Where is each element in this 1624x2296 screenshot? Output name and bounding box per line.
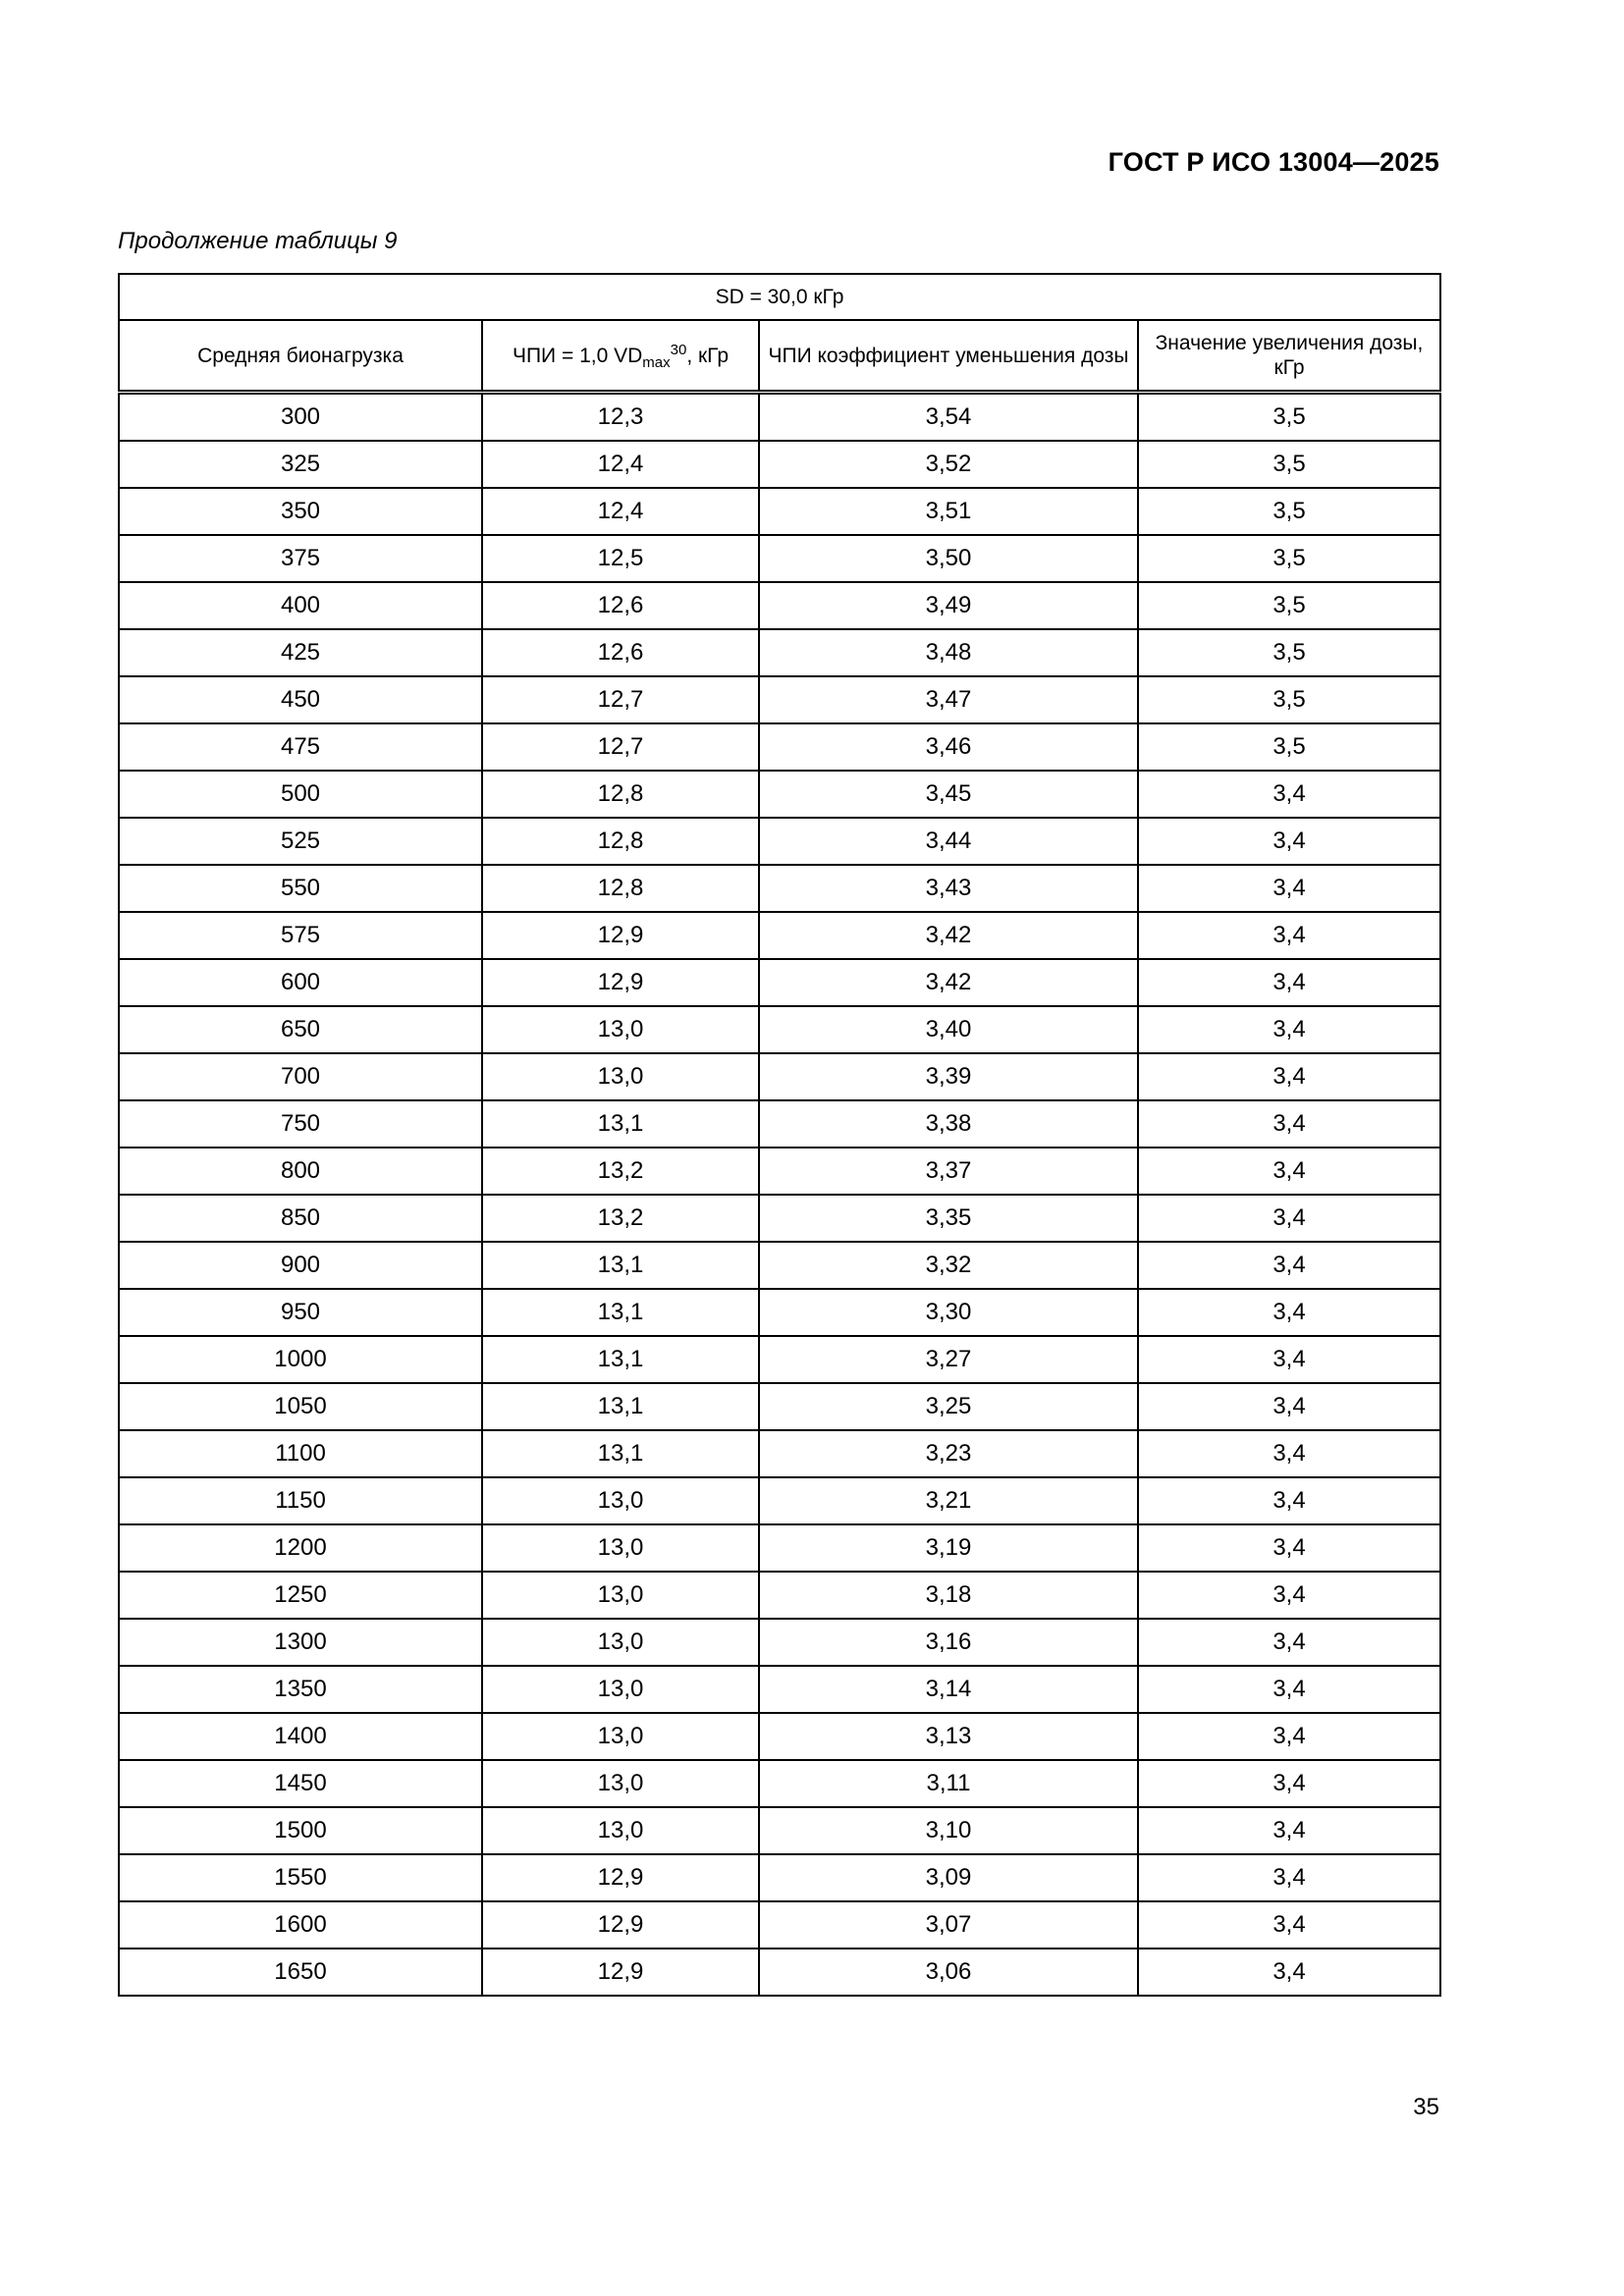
cell-dose-increase: 3,4 [1138,1524,1440,1572]
cell-dose-increase: 3,4 [1138,818,1440,865]
cell-dose-increase: 3,4 [1138,1807,1440,1854]
cell-bioburden: 800 [119,1148,482,1195]
cell-dose-reduction: 3,32 [759,1242,1138,1289]
cell-vdmax: 13,1 [482,1242,759,1289]
table-row [119,1854,1440,1901]
table-row [119,818,1440,865]
cell-vdmax: 12,9 [482,959,759,1006]
cell-bioburden: 1350 [119,1666,482,1713]
table-row [119,535,1440,582]
cell-bioburden: 425 [119,629,482,676]
column-header-row [119,320,1440,393]
sd-header-cell: SD = 30,0 кГр [119,274,1440,320]
cell-dose-reduction: 3,48 [759,629,1138,676]
cell-dose-increase: 3,4 [1138,1148,1440,1195]
cell-dose-increase: 3,4 [1138,865,1440,912]
cell-dose-reduction: 3,14 [759,1666,1138,1713]
cell-bioburden: 1150 [119,1477,482,1524]
cell-dose-increase: 3,4 [1138,959,1440,1006]
cell-bioburden: 750 [119,1100,482,1148]
cell-vdmax: 13,2 [482,1148,759,1195]
cell-dose-increase: 3,4 [1138,1619,1440,1666]
table-row [119,393,1440,442]
cell-dose-reduction: 3,46 [759,723,1138,771]
cell-vdmax: 12,8 [482,865,759,912]
table-row [119,1619,1440,1666]
table-row [119,723,1440,771]
cell-vdmax: 12,5 [482,535,759,582]
cell-vdmax: 13,1 [482,1100,759,1148]
sd-header-row [119,274,1440,320]
cell-vdmax: 13,0 [482,1053,759,1100]
cell-dose-increase: 3,4 [1138,1949,1440,1996]
cell-dose-reduction: 3,06 [759,1949,1138,1996]
cell-vdmax: 13,0 [482,1760,759,1807]
cell-vdmax: 13,1 [482,1336,759,1383]
cell-dose-increase: 3,4 [1138,1572,1440,1619]
cell-dose-increase: 3,4 [1138,1100,1440,1148]
cell-vdmax: 13,2 [482,1195,759,1242]
cell-vdmax: 13,1 [482,1289,759,1336]
cell-bioburden: 950 [119,1289,482,1336]
table-row [119,582,1440,629]
cell-dose-reduction: 3,09 [759,1854,1138,1901]
cell-dose-increase: 3,4 [1138,1289,1440,1336]
vdmax-prefix: ЧПИ = 1,0 VD [512,344,643,367]
cell-dose-increase: 3,5 [1138,535,1440,582]
cell-bioburden: 475 [119,723,482,771]
cell-bioburden: 1450 [119,1760,482,1807]
cell-bioburden: 450 [119,676,482,723]
cell-bioburden: 400 [119,582,482,629]
cell-vdmax: 13,1 [482,1383,759,1430]
cell-dose-reduction: 3,18 [759,1572,1138,1619]
cell-dose-increase: 3,4 [1138,1195,1440,1242]
vdmax-suffix: , кГр [686,344,730,367]
cell-dose-reduction: 3,43 [759,865,1138,912]
table-row [119,1336,1440,1383]
table-row [119,1195,1440,1242]
cell-vdmax: 12,4 [482,488,759,535]
cell-dose-reduction: 3,45 [759,771,1138,818]
cell-vdmax: 12,7 [482,723,759,771]
cell-dose-reduction: 3,25 [759,1383,1138,1430]
table-row [119,1949,1440,1996]
cell-vdmax: 13,0 [482,1572,759,1619]
cell-dose-increase: 3,4 [1138,1666,1440,1713]
cell-vdmax: 13,0 [482,1666,759,1713]
cell-vdmax: 12,6 [482,582,759,629]
cell-dose-reduction: 3,37 [759,1148,1138,1195]
cell-bioburden: 850 [119,1195,482,1242]
cell-vdmax: 13,0 [482,1713,759,1760]
table-row [119,1713,1440,1760]
cell-dose-reduction: 3,51 [759,488,1138,535]
cell-bioburden: 350 [119,488,482,535]
table-row [119,1477,1440,1524]
cell-dose-reduction: 3,38 [759,1100,1138,1148]
cell-dose-reduction: 3,42 [759,912,1138,959]
cell-bioburden: 1200 [119,1524,482,1572]
cell-bioburden: 300 [119,393,482,442]
cell-bioburden: 550 [119,865,482,912]
cell-bioburden: 325 [119,441,482,488]
cell-vdmax: 12,9 [482,1949,759,1996]
cell-dose-reduction: 3,30 [759,1289,1138,1336]
cell-dose-increase: 3,4 [1138,1383,1440,1430]
cell-bioburden: 1550 [119,1854,482,1901]
cell-dose-increase: 3,4 [1138,1006,1440,1053]
cell-dose-increase: 3,4 [1138,771,1440,818]
cell-dose-reduction: 3,42 [759,959,1138,1006]
cell-bioburden: 650 [119,1006,482,1053]
document-code: ГОСТ Р ИСО 13004—2025 [1108,147,1439,177]
cell-bioburden: 500 [119,771,482,818]
cell-vdmax: 13,0 [482,1477,759,1524]
cell-dose-increase: 3,4 [1138,1477,1440,1524]
table-row [119,1242,1440,1289]
cell-dose-increase: 3,4 [1138,1430,1440,1477]
table-caption: Продолжение таблицы 9 [118,228,398,254]
column-header-bioburden: Средняя бионагрузка [119,320,482,393]
cell-bioburden: 600 [119,959,482,1006]
table-row [119,865,1440,912]
table-row [119,1383,1440,1430]
cell-dose-reduction: 3,47 [759,676,1138,723]
table-body [119,393,1440,1997]
cell-vdmax: 13,0 [482,1619,759,1666]
table-row [119,959,1440,1006]
cell-vdmax: 12,9 [482,1901,759,1949]
table-row [119,1148,1440,1195]
cell-bioburden: 1000 [119,1336,482,1383]
cell-dose-increase: 3,4 [1138,1053,1440,1100]
cell-bioburden: 1250 [119,1572,482,1619]
table-row [119,1807,1440,1854]
table-row [119,488,1440,535]
cell-vdmax: 12,9 [482,1854,759,1901]
cell-dose-reduction: 3,13 [759,1713,1138,1760]
cell-dose-increase: 3,4 [1138,1336,1440,1383]
column-header-dose-increase: Значение увеличения дозы, кГр [1138,320,1440,393]
cell-dose-reduction: 3,35 [759,1195,1138,1242]
cell-dose-increase: 3,5 [1138,723,1440,771]
table-row [119,1901,1440,1949]
cell-dose-reduction: 3,49 [759,582,1138,629]
cell-bioburden: 575 [119,912,482,959]
cell-dose-reduction: 3,54 [759,393,1138,442]
cell-dose-increase: 3,4 [1138,912,1440,959]
cell-vdmax: 12,8 [482,771,759,818]
table-row [119,676,1440,723]
table-row [119,1666,1440,1713]
cell-dose-increase: 3,5 [1138,676,1440,723]
cell-vdmax: 12,8 [482,818,759,865]
table-row [119,1289,1440,1336]
cell-bioburden: 1500 [119,1807,482,1854]
vdmax-sub: max [642,353,671,371]
cell-dose-increase: 3,4 [1138,1242,1440,1289]
cell-dose-reduction: 3,39 [759,1053,1138,1100]
table-row [119,1006,1440,1053]
table-row [119,441,1440,488]
cell-dose-increase: 3,5 [1138,441,1440,488]
cell-vdmax: 13,0 [482,1006,759,1053]
page-number: 35 [1413,2094,1439,2120]
cell-vdmax: 12,7 [482,676,759,723]
cell-bioburden: 1650 [119,1949,482,1996]
cell-dose-reduction: 3,27 [759,1336,1138,1383]
cell-vdmax: 12,4 [482,441,759,488]
cell-bioburden: 375 [119,535,482,582]
cell-vdmax: 13,0 [482,1807,759,1854]
table-row [119,1430,1440,1477]
cell-dose-reduction: 3,16 [759,1619,1138,1666]
cell-dose-reduction: 3,19 [759,1524,1138,1572]
cell-vdmax: 12,3 [482,393,759,442]
cell-dose-increase: 3,5 [1138,582,1440,629]
cell-dose-increase: 3,4 [1138,1760,1440,1807]
table-row [119,912,1440,959]
cell-dose-increase: 3,5 [1138,488,1440,535]
table-row [119,1572,1440,1619]
cell-dose-reduction: 3,11 [759,1760,1138,1807]
column-header-dose-reduction: ЧПИ коэффициент уменьшения дозы [759,320,1138,393]
table-row [119,629,1440,676]
cell-vdmax: 12,9 [482,912,759,959]
cell-bioburden: 1300 [119,1619,482,1666]
cell-vdmax: 12,6 [482,629,759,676]
cell-bioburden: 1100 [119,1430,482,1477]
cell-dose-reduction: 3,52 [759,441,1138,488]
cell-dose-reduction: 3,10 [759,1807,1138,1854]
cell-dose-increase: 3,4 [1138,1854,1440,1901]
table-row [119,1524,1440,1572]
vdmax-sup: 30 [670,341,687,358]
cell-dose-reduction: 3,44 [759,818,1138,865]
table-row [119,1053,1440,1100]
cell-dose-increase: 3,5 [1138,629,1440,676]
cell-bioburden: 525 [119,818,482,865]
cell-vdmax: 13,1 [482,1430,759,1477]
data-table [118,273,1441,1997]
cell-dose-increase: 3,4 [1138,1713,1440,1760]
cell-dose-reduction: 3,50 [759,535,1138,582]
column-header-vdmax [482,320,759,393]
cell-bioburden: 1600 [119,1901,482,1949]
cell-dose-increase: 3,4 [1138,1901,1440,1949]
cell-bioburden: 700 [119,1053,482,1100]
cell-dose-reduction: 3,23 [759,1430,1138,1477]
table-row [119,771,1440,818]
cell-dose-increase: 3,5 [1138,393,1440,442]
cell-bioburden: 900 [119,1242,482,1289]
cell-bioburden: 1400 [119,1713,482,1760]
table-row [119,1100,1440,1148]
cell-dose-reduction: 3,21 [759,1477,1138,1524]
cell-dose-reduction: 3,07 [759,1901,1138,1949]
table-row [119,1760,1440,1807]
cell-vdmax: 13,0 [482,1524,759,1572]
cell-dose-reduction: 3,40 [759,1006,1138,1053]
cell-bioburden: 1050 [119,1383,482,1430]
